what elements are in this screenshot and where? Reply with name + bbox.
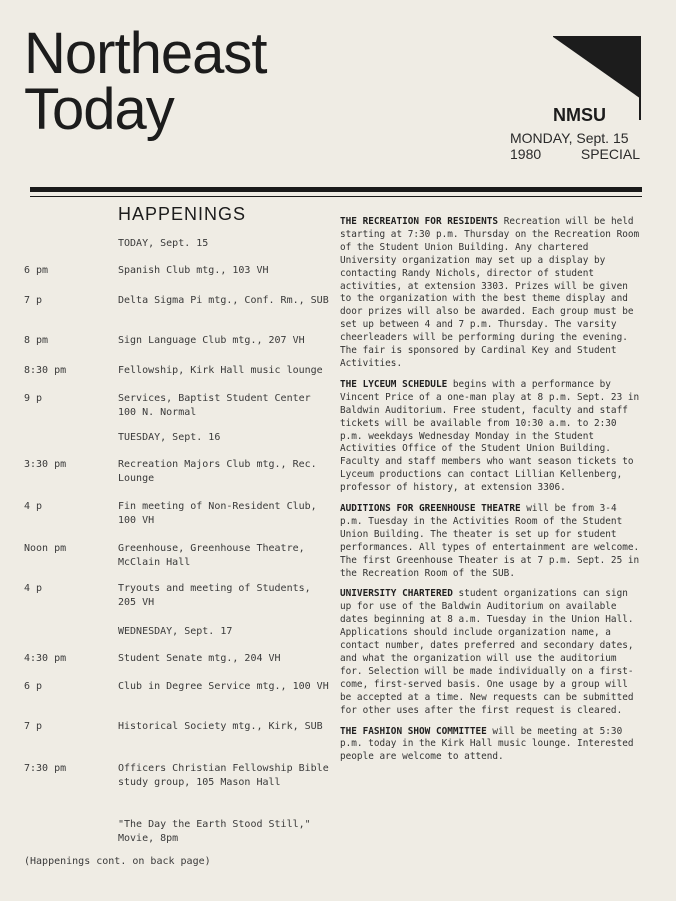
event-time: Noon pm [24,543,67,554]
day-heading-wednesday: WEDNESDAY, Sept. 17 [118,626,233,637]
event-text: Officers Christian Fellowship Bible study group, 105 Mason Hall [118,763,329,788]
day-heading-monday: TODAY, Sept. 15 [118,238,209,249]
news-item-lead: UNIVERSITY CHARTERED [340,588,453,600]
header-rule-thick [30,187,642,192]
masthead-line-2: Today [24,77,174,142]
event-text: Sign Language Club mtg., 207 VH [118,335,305,346]
news-item-body: will be meeting at 5:30 p.m. today in the Kirk Hall music lounge. Interested people are welcome to attend. [340,725,634,763]
event-text: "The Day the Earth Stood Still," Movie, 8pm [118,819,311,844]
event-text: Greenhouse, Greenhouse Theatre, McClain Hall [118,543,305,568]
event-time: 3:30 pm [24,459,67,470]
event-text: Historical Society mtg., Kirk, SUB [118,721,323,732]
event-time: 6 pm [24,265,49,276]
news-item-lead: THE RECREATION FOR RESIDENTS [340,216,499,227]
event-text: Student Senate mtg., 204 VH [118,653,281,664]
news-item-body: begins with a performance by Vincent Price of a one-man play at 8 p.m. Sept. 23 in Baldwin Auditorium. Free student, faculty and staff tickets will be available from 10:30 a.m. to 2:30 p.m. weekdays Wednesday Monday in the Student Activities Office of the Student Union Building. Faculty and staff members who want season tickets to Lyceum productions can contact Lillian Kellenberg, professor of history, at extension 3306. [340,378,640,494]
event-time: 4 p [24,583,43,594]
event-time: 9 p [24,393,43,404]
news-item-lead: THE LYCEUM SCHEDULE [340,378,448,390]
news-item [340,726,640,765]
masthead-line-1: Northeast [24,21,267,86]
event-text: Spanish Club mtg., 103 VH [118,265,269,276]
event-text: Club in Degree Service mtg., 100 VH [118,681,329,692]
happenings-heading: HAPPENINGS [118,204,247,224]
edition-label: SPECIAL [580,146,640,162]
news-item-lead: AUDITIONS FOR GREENHOUSE THEATRE [340,503,521,515]
news-column [340,216,640,772]
event-time: 4 p [24,501,43,512]
news-item-body: student organizations can sign up for use of the Baldwin Auditorium on available dates beginning at 8 a.m. Tuesday in the Union Hall. Applications should include organization name, a contact number, dates preferred and secondary dates, and what the organization will use the auditorium for. Selection will be made individually on a first-come, first-served basis. One usage by a group will be accepted at a time. New requests can be submitted for other uses after the first request is cleared. [340,588,634,716]
news-item [340,216,640,371]
event-time: 7 p [24,295,43,306]
news-item-lead: THE FASHION SHOW COMMITTEE [340,725,487,737]
event-time: 7:30 pm [24,763,67,774]
news-item [340,588,640,717]
day-heading-tuesday: TUESDAY, Sept. 16 [118,432,221,443]
event-time: 4:30 pm [24,653,67,664]
news-item-body: Recreation will be held starting at 7:30 p.m. Thursday on the Recreation Room of the Student Union Building. Any chartered University organization may set up a display by contacting Randy Nichols, director of student activities, at extension 3303. Prizes will be given to the organization with the best theme display and door prizes will also be awarded. Each group must be set up between 4 and 7 p.m. Thursday. The varsity cheerleaders will be performing during the evening. The fair is sponsored by Cardinal Key and Student Activities. [340,216,640,369]
event-text: Services, Baptist Student Center 100 N. Normal [118,393,311,418]
event-text: Recreation Majors Club mtg., Rec. Lounge [118,459,317,484]
news-item [340,503,640,580]
news-item [340,379,640,495]
issue-year: 1980 [510,146,542,162]
continued-note: (Happenings cont. on back page) [24,856,211,867]
dateline [510,130,650,162]
event-time: 8 pm [24,335,49,346]
logo-triangle-icon [553,36,641,106]
masthead-title [24,21,424,142]
event-time: 8:30 pm [24,365,67,376]
event-text: Delta Sigma Pi mtg., Conf. Rm., SUB [118,295,329,306]
event-time: 7 p [24,721,43,732]
event-text: Tryouts and meeting of Students, 205 VH [118,583,311,608]
issue-date: MONDAY, Sept. 15 [510,130,629,146]
header-rule-thin [30,196,642,197]
logo-text: NMSU [553,105,606,125]
event-text: Fin meeting of Non-Resident Club, 100 VH [118,501,317,526]
news-item-body: will be from 3-4 p.m. Tuesday in the Activities Room of the Student Union Building. The theater is set up for student performances. All types of entertainment are welcome. The first Greenhouse Theater is at 7 p.m. Sept. 25 in the Recreation Room of the SUB. [340,503,640,579]
event-text: Fellowship, Kirk Hall music lounge [118,365,323,376]
event-time: 6 p [24,681,43,692]
